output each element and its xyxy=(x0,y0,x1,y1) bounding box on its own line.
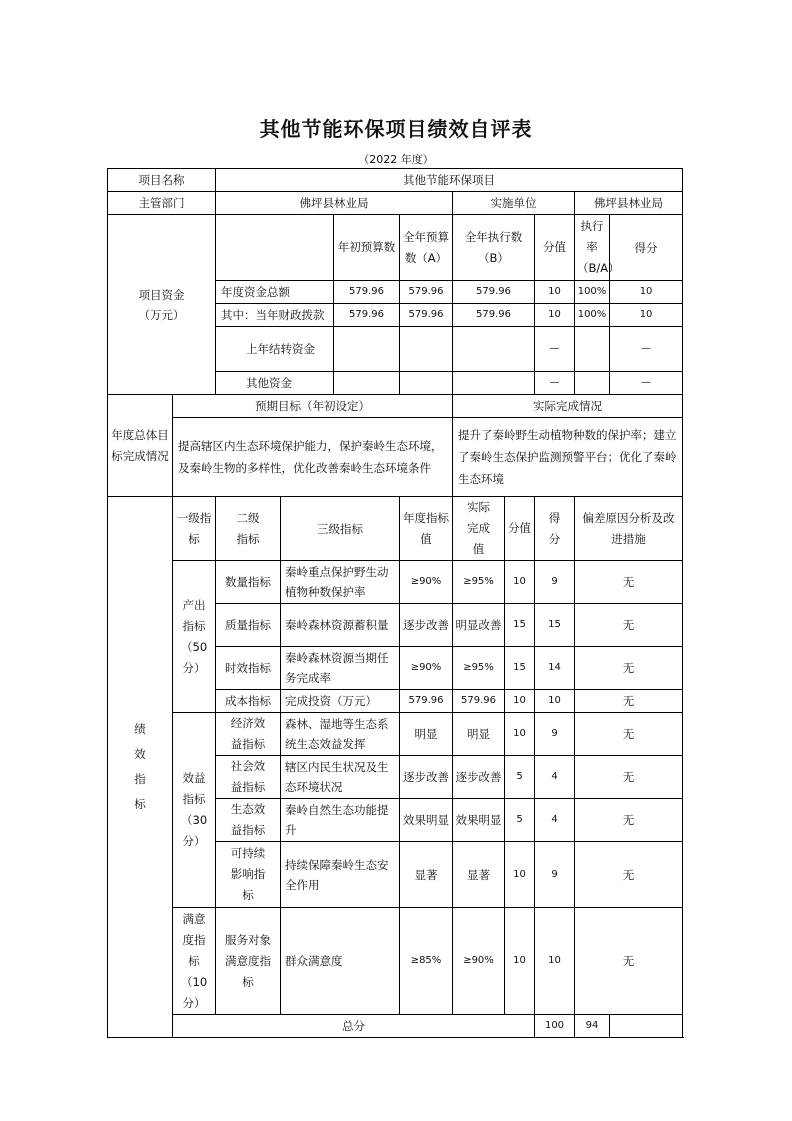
funds-annual xyxy=(400,327,453,372)
perf-header-target: 年度指标值 xyxy=(400,497,453,561)
perf-note: 无 xyxy=(575,690,683,713)
perf-score: 10 xyxy=(535,690,575,713)
perf-group-benefit: 效益指标（30分） xyxy=(173,713,216,908)
perf-l2: 成本指标 xyxy=(216,690,281,713)
funds-exec xyxy=(453,327,535,372)
year-label: （2022 年度） xyxy=(358,153,434,166)
perf-actual: 明显改善 xyxy=(453,604,505,647)
perf-label: 绩效指标 xyxy=(108,497,173,1038)
page-title: 其他节能环保项目绩效自评表 xyxy=(259,117,533,141)
dept-label: 主管部门 xyxy=(108,192,216,215)
perf-score: 14 xyxy=(535,647,575,690)
perf-l3: 秦岭自然生态功能提升 xyxy=(281,799,400,842)
funds-score-value: 10 xyxy=(535,304,575,327)
funds-header-rate: 执行率（B/A） xyxy=(575,215,610,281)
perf-score: 9 xyxy=(535,713,575,756)
funds-annual: 579.96 xyxy=(400,304,453,327)
perf-row xyxy=(108,713,683,756)
total-label: 总分 xyxy=(173,1015,535,1038)
perf-target: ≥85% xyxy=(400,908,453,1015)
perf-header-row xyxy=(108,497,683,561)
perf-note: 无 xyxy=(575,561,683,604)
funds-score: 10 xyxy=(610,281,683,304)
perf-l2: 社会效益指标 xyxy=(216,756,281,799)
perf-l3: 完成投资（万元） xyxy=(281,690,400,713)
funds-header-annual: 全年预算数（A） xyxy=(400,215,453,281)
funds-header-score: 得分 xyxy=(610,215,683,281)
perf-target: 逐步改善 xyxy=(400,604,453,647)
perf-l2: 质量指标 xyxy=(216,604,281,647)
perf-score: 9 xyxy=(535,561,575,604)
funds-exec: 579.96 xyxy=(453,304,535,327)
funds-score: — xyxy=(610,327,683,372)
funds-row-label: 其中：当年财政拨款 xyxy=(216,304,334,327)
perf-group-satisfaction: 满意度指标（10分） xyxy=(173,908,216,1015)
total-value: 100 xyxy=(535,1015,575,1038)
perf-header-l1: 一级指标 xyxy=(173,497,216,561)
perf-target: 明显 xyxy=(400,713,453,756)
funds-exec xyxy=(453,372,535,395)
goal-expected: 提高辖区内生态环境保护能力，保护秦岭生态环境，及秦岭生物的多样性，优化改善秦岭生态环境条件 xyxy=(173,418,453,497)
perf-target: 显著 xyxy=(400,842,453,908)
perf-actual: 显著 xyxy=(453,842,505,908)
funds-header-init: 年初预算数 xyxy=(334,215,400,281)
total-row xyxy=(108,1015,683,1038)
perf-l3: 森林、湿地等生态系统生态效益发挥 xyxy=(281,713,400,756)
perf-target: ≥90% xyxy=(400,561,453,604)
funds-header-score-value: 分值 xyxy=(535,215,575,281)
perf-l2: 可持续影响指标 xyxy=(216,842,281,908)
perf-l3: 秦岭森林资源当期任务完成率 xyxy=(281,647,400,690)
funds-annual xyxy=(400,372,453,395)
funds-exec: 579.96 xyxy=(453,281,535,304)
perf-value: 15 xyxy=(505,647,535,690)
funds-rate: 100% xyxy=(575,304,610,327)
perf-value: 15 xyxy=(505,604,535,647)
perf-l2: 服务对象满意度指标 xyxy=(216,908,281,1015)
goal-label: 年度总体目标完成情况 xyxy=(108,395,173,497)
perf-score: 9 xyxy=(535,842,575,908)
funds-row-label: 年度资金总额 xyxy=(216,281,334,304)
perf-score: 15 xyxy=(535,604,575,647)
perf-actual: 明显 xyxy=(453,713,505,756)
perf-row xyxy=(108,908,683,1015)
perf-row xyxy=(108,561,683,604)
project-name-label: 项目名称 xyxy=(108,169,216,192)
perf-note: 无 xyxy=(575,604,683,647)
goal-content-row xyxy=(108,418,683,497)
impl-label: 实施单位 xyxy=(453,192,575,215)
impl-value: 佛坪县林业局 xyxy=(575,192,683,215)
funds-score-value: — xyxy=(535,372,575,395)
perf-l3: 持续保障秦岭生态安全作用 xyxy=(281,842,400,908)
funds-init: 579.96 xyxy=(334,304,400,327)
goal-expected-label: 预期目标（年初设定） xyxy=(173,395,453,418)
perf-header-l2: 二级指标 xyxy=(216,497,281,561)
perf-score: 10 xyxy=(535,908,575,1015)
perf-value: 5 xyxy=(505,756,535,799)
perf-l3: 秦岭重点保护野生动植物种数保护率 xyxy=(281,561,400,604)
funds-row-label: 其他资金 xyxy=(216,372,334,395)
goal-actual-label: 实际完成情况 xyxy=(453,395,683,418)
perf-header-value: 分值 xyxy=(505,497,535,561)
funds-rate xyxy=(575,327,610,372)
perf-l3: 群众满意度 xyxy=(281,908,400,1015)
perf-note: 无 xyxy=(575,713,683,756)
perf-actual: ≥95% xyxy=(453,647,505,690)
funds-init xyxy=(334,327,400,372)
perf-header-score: 得分 xyxy=(535,497,575,561)
perf-value: 10 xyxy=(505,908,535,1015)
perf-note: 无 xyxy=(575,908,683,1015)
perf-group-output: 产出指标（50分） xyxy=(173,561,216,713)
perf-note: 无 xyxy=(575,799,683,842)
perf-target: ≥90% xyxy=(400,647,453,690)
evaluation-table xyxy=(107,168,683,1038)
funds-score: 10 xyxy=(610,304,683,327)
funds-annual: 579.96 xyxy=(400,281,453,304)
total-score: 94 xyxy=(575,1015,610,1038)
perf-value: 10 xyxy=(505,713,535,756)
perf-actual: 逐步改善 xyxy=(453,756,505,799)
total-blank xyxy=(610,1015,683,1038)
funds-label: 项目资金 （万元） xyxy=(108,215,216,395)
perf-score: 4 xyxy=(535,799,575,842)
perf-value: 10 xyxy=(505,842,535,908)
funds-header-exec: 全年执行数（B） xyxy=(453,215,535,281)
funds-header-blank xyxy=(216,215,334,281)
dept-value: 佛坪县林业局 xyxy=(216,192,453,215)
perf-actual: 效果明显 xyxy=(453,799,505,842)
perf-actual: ≥90% xyxy=(453,908,505,1015)
perf-l2: 经济效益指标 xyxy=(216,713,281,756)
perf-l2: 时效指标 xyxy=(216,647,281,690)
dept-row xyxy=(108,192,683,215)
perf-value: 5 xyxy=(505,799,535,842)
perf-header-note: 偏差原因分析及改进措施 xyxy=(575,497,683,561)
perf-header-actual: 实际完成值 xyxy=(453,497,505,561)
project-name: 其他节能环保项目 xyxy=(216,169,683,192)
perf-actual: ≥95% xyxy=(453,561,505,604)
perf-target: 579.96 xyxy=(400,690,453,713)
funds-init: 579.96 xyxy=(334,281,400,304)
perf-value: 10 xyxy=(505,561,535,604)
perf-l2: 生态效益指标 xyxy=(216,799,281,842)
goal-actual: 提升了秦岭野生动植物种数的保护率；建立了秦岭生态保护监测预警平台；优化了秦岭生态环境 xyxy=(453,418,683,497)
funds-score-value: — xyxy=(535,327,575,372)
perf-target: 逐步改善 xyxy=(400,756,453,799)
perf-target: 效果明显 xyxy=(400,799,453,842)
perf-score: 4 xyxy=(535,756,575,799)
goal-header-row xyxy=(108,395,683,418)
funds-rate xyxy=(575,372,610,395)
perf-l2: 数量指标 xyxy=(216,561,281,604)
funds-header-row xyxy=(108,215,683,281)
funds-rate: 100% xyxy=(575,281,610,304)
perf-actual: 579.96 xyxy=(453,690,505,713)
funds-row-label: 上年结转资金 xyxy=(216,327,334,372)
perf-l3: 辖区内民生状况及生态环境状况 xyxy=(281,756,400,799)
perf-header-l3: 三级指标 xyxy=(281,497,400,561)
perf-l3: 秦岭森林资源蓄积量 xyxy=(281,604,400,647)
perf-note: 无 xyxy=(575,842,683,908)
funds-score-value: 10 xyxy=(535,281,575,304)
perf-note: 无 xyxy=(575,756,683,799)
project-name-row xyxy=(108,169,683,192)
perf-value: 10 xyxy=(505,690,535,713)
perf-note: 无 xyxy=(575,647,683,690)
funds-score: — xyxy=(610,372,683,395)
funds-init xyxy=(334,372,400,395)
